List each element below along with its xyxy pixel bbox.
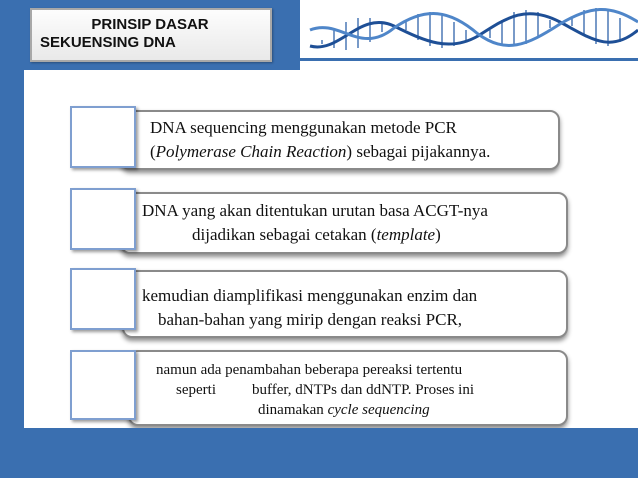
- step-card-3: [122, 270, 568, 338]
- step-4-line-1: namun ada penambahan beberapa pereaksi tertentu: [156, 362, 463, 378]
- step-3-line-1: kemudian diamplifikasi menggunakan enzim dan: [142, 286, 478, 305]
- step-card-2: [120, 192, 568, 254]
- title-line-2: SEKUENSING DNA: [40, 34, 176, 51]
- step-1-line-2: (Polymerase Chain Reaction) sebagai pijakannya.: [150, 142, 491, 161]
- step-2-line-2: dijadikan sebagai cetakan (template): [192, 225, 441, 244]
- dna-helix-icon: [300, 0, 638, 60]
- step-marker-3: [70, 268, 136, 330]
- left-accent-bar: [0, 0, 24, 478]
- step-marker-1: [70, 106, 136, 168]
- step-marker-4: [70, 350, 136, 420]
- step-3-text: [124, 284, 566, 332]
- step-4-line-3: dinamakan cycle sequencing: [258, 402, 430, 418]
- title-line-1: PRINSIP DASAR: [91, 16, 209, 33]
- header-divider: [300, 58, 638, 61]
- dna-banner: [300, 0, 638, 60]
- step-1-text: [122, 116, 558, 164]
- step-card-1: [120, 110, 560, 170]
- step-card-4: [128, 350, 568, 426]
- step-2-line-1: DNA yang akan ditentukan urutan basa ACGT-nya: [142, 201, 488, 220]
- step-marker-2: [70, 188, 136, 250]
- step-1-line-1: DNA sequencing menggunakan metode PCR: [150, 118, 457, 137]
- step-3-line-2: bahan-bahan yang mirip dengan reaksi PCR,: [158, 310, 463, 329]
- title-box: [30, 8, 272, 62]
- step-4-line-2: seperti buffer, dNTPs dan ddNTP. Proses ini: [176, 382, 475, 398]
- footer-bar: [0, 428, 638, 478]
- step-2-text: [122, 199, 566, 247]
- page-title: [38, 16, 262, 52]
- step-4-text: [130, 360, 566, 420]
